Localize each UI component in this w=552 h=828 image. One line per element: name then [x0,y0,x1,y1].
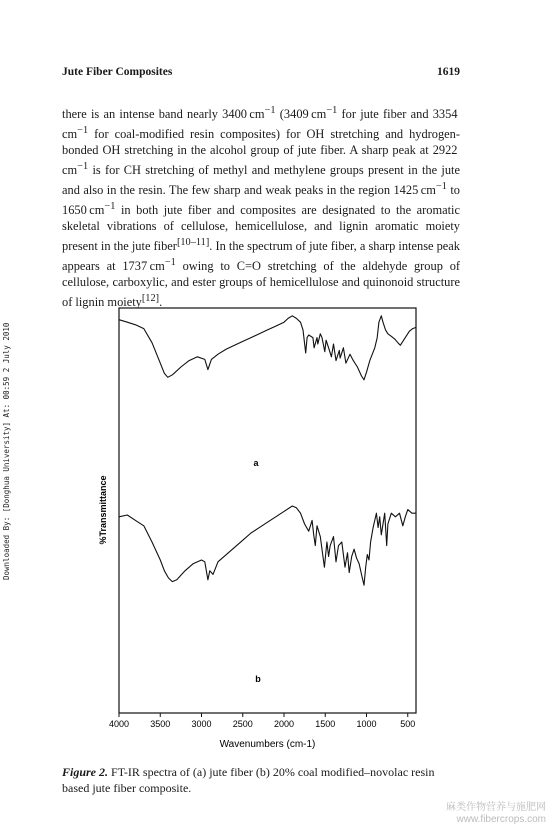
watermark-name: 麻类作物营养与施肥网 [446,802,546,813]
x-axis-label: Wavenumbers (cm-1) [219,739,316,750]
superscript: −1 [77,160,89,172]
x-tick-label: 2000 [273,719,295,729]
x-tick-label: 1000 [356,719,377,729]
plot-frame [119,308,416,713]
text-segment: in both jute fiber and composites are designated to the aromatic skeletal vibrations of cellulose, hemicellulose, and lignin aromatic moiety present in the jute fiber [62,203,460,254]
y-axis-label: %Transmittance [98,475,108,545]
spectrum-line-a [119,316,416,380]
spectrum-line-b [119,506,416,585]
figure-caption [62,765,460,796]
x-tick-label: 3000 [191,719,212,729]
superscript: −1 [435,181,447,192]
text-segment: there is an intense band nearly 3400 cm [62,107,265,122]
x-tick-label: 1500 [315,719,336,729]
watermark [446,802,546,826]
text-segment: . In the spectrum of jute fiber, a sharp intense peak appears at 1737 cm [62,239,461,274]
text-segment: owing to C=O stretching of the aldehyde group of cellulose, carboxylic, and ester groups of hemicellulose and quinonoid structure of lignin moiety [62,259,461,310]
text-segment: . [159,295,163,310]
curve-label-a: a [253,458,259,468]
watermark-url: www.fibercrops.com [456,814,546,825]
superscript: −1 [326,105,338,116]
running-head [62,66,460,78]
text-segment: for jute fiber and 3354 cm [62,107,460,142]
running-head-title: Jute Fiber Composites [62,66,173,78]
x-tick-label: 4000 [108,719,130,729]
text-segment: for coal-modified resin composites) for OH stretching and hydrogen-bonded OH stretching in the alcohol group of jute fiber. A sharp peak at 2922 cm [62,127,460,178]
superscript: −1 [77,125,89,137]
text-segment: is for CH stretching of methyl and methylene groups present in the jute and also in the resin. The few sharp and weak peaks in the region 1425 cm [62,163,460,198]
text-segment: (3409 cm [275,107,327,122]
caption-text: FT-IR spectra of (a) jute fiber (b) 20% coal modified–novolac resin based jute fiber composite. [62,765,435,795]
superscript: −1 [264,105,276,116]
x-tick-label: 3500 [150,719,171,729]
text-segment: to 1650 cm [62,183,460,218]
citation: [10–11] [176,236,210,248]
body-paragraph [62,103,460,311]
ftir-chart [96,300,426,760]
superscript: −1 [164,257,176,268]
caption-label: Figure 2. [62,765,109,779]
citation: [12] [141,292,160,304]
superscript: −1 [104,201,116,213]
paragraph-text [62,103,460,311]
page-number: 1619 [437,66,460,78]
download-stamp: Downloaded By: [Donghua University] At: 00:59 2 July 2010 [2,322,11,580]
x-tick-label: 500 [400,719,416,729]
ftir-figure [96,300,426,760]
x-tick-label: 2500 [232,719,253,729]
curve-label-b: b [255,674,261,684]
